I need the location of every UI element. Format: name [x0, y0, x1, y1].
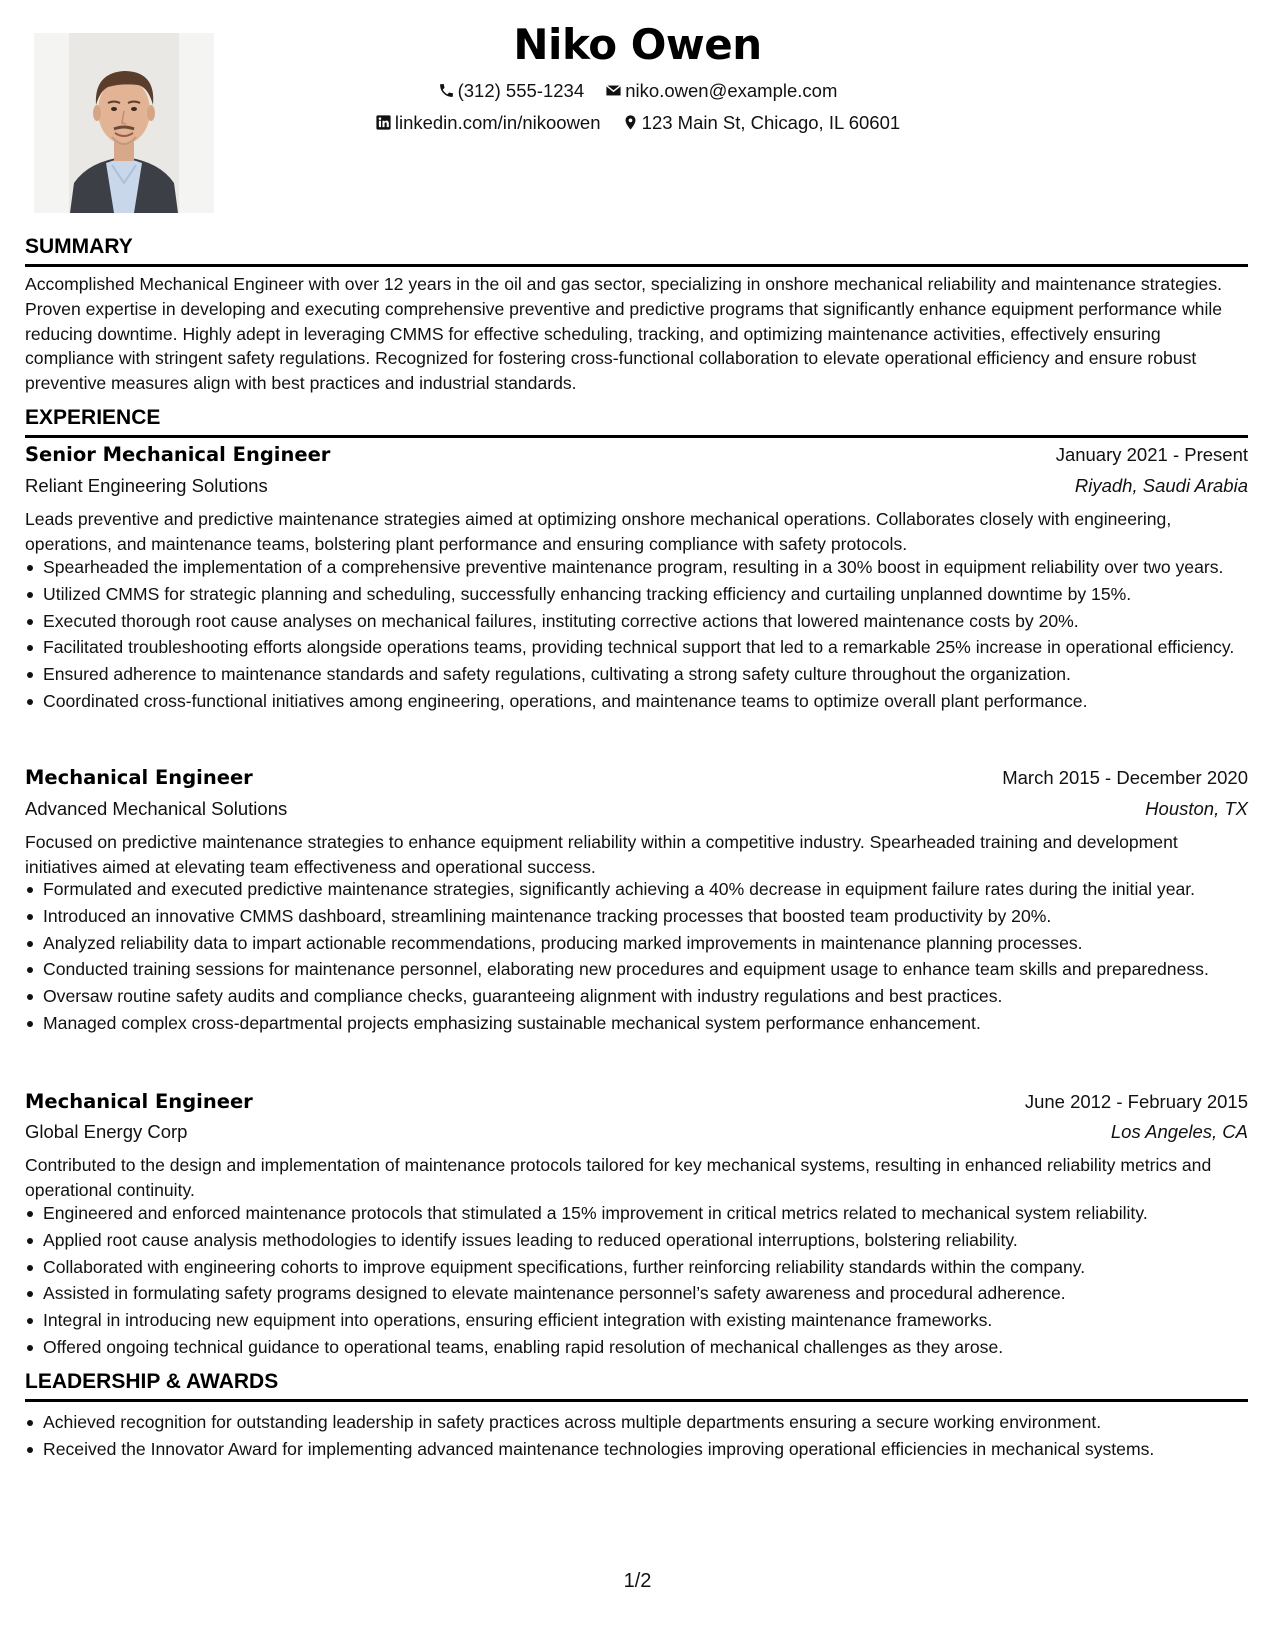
company-name: Advanced Mechanical Solutions: [25, 798, 288, 819]
list-item: Coordinated cross-functional initiatives among engineering, operations, and maintenance teams to optimize overall plant performance.: [25, 689, 1250, 714]
job-description: Leads preventive and predictive maintenance strategies aimed at optimizing onshore mechanical operations. Collaborates closely with engineering, operations, and maintenance teams, bolstering plant performance and ensuring compliance with safety protocols.: [25, 509, 1172, 554]
job-title: Mechanical Engineer: [25, 1090, 253, 1113]
linkedin-contact[interactable]: [375, 112, 601, 134]
job-description: Contributed to the design and implementation of maintenance protocols tailored for key mechanical systems, resulting in enhanced reliability metrics and operational continuity.: [25, 1155, 1212, 1200]
page-number: 1/2: [623, 1570, 652, 1592]
list-item: Engineered and enforced maintenance protocols that stimulated a 15% improvement in critical metrics related to mechanical system reliability.: [25, 1201, 1250, 1226]
job-title: Senior Mechanical Engineer: [25, 443, 331, 466]
job-dates: March 2015 - December 2020: [1002, 767, 1248, 788]
linkedin-text[interactable]: linkedin.com/in/nikoowen: [394, 112, 601, 133]
section-title-awards: LEADERSHIP & AWARDS: [25, 1370, 1248, 1402]
map-pin-icon: [622, 114, 639, 131]
list-item: Managed complex cross-departmental projects emphasizing sustainable mechanical system performance enhancement.: [25, 1011, 1250, 1036]
contact-line-2: [0, 112, 1275, 134]
contact-line-1: [0, 80, 1275, 102]
list-item: Utilized CMMS for strategic planning and scheduling, successfully enhancing tracking efficiency and curtailing unplanned downtime by 15%.: [25, 582, 1250, 607]
list-item: Collaborated with engineering cohorts to improve equipment specifications, further reinforcing reliability standards within the company.: [25, 1255, 1250, 1280]
section-title-experience: EXPERIENCE: [25, 406, 1248, 438]
address-text: 123 Main St, Chicago, IL 60601: [641, 112, 901, 133]
job-bullets: [25, 877, 1250, 1038]
list-item: Assisted in formulating safety programs designed to elevate maintenance personnel’s safety awareness and procedural adherence.: [25, 1281, 1250, 1306]
list-item: Received the Innovator Award for implementing advanced maintenance technologies improving operational efficiencies in mechanical systems.: [25, 1437, 1250, 1462]
address-contact: [622, 112, 901, 134]
job-dates: January 2021 - Present: [1055, 444, 1248, 465]
job-bullets: [25, 1201, 1250, 1362]
list-item: Executed thorough root cause analyses on mechanical failures, instituting corrective actions that lowered maintenance costs by 20%.: [25, 609, 1250, 634]
list-item: Applied root cause analysis methodologies to identify issues leading to reduced operational interruptions, bolstering reliability.: [25, 1228, 1250, 1253]
job-title: Mechanical Engineer: [25, 766, 253, 789]
list-item: Spearheaded the implementation of a comprehensive preventive maintenance program, resulting in a 30% boost in equipment reliability over two years.: [25, 555, 1250, 580]
company-name: Reliant Engineering Solutions: [25, 475, 268, 496]
list-item: Analyzed reliability data to impart actionable recommendations, producing marked improvements in maintenance planning processes.: [25, 931, 1250, 956]
phone-icon: [438, 82, 455, 99]
list-item: Offered ongoing technical guidance to operational teams, enabling rapid resolution of mechanical challenges as they arose.: [25, 1335, 1250, 1360]
list-item: Introduced an innovative CMMS dashboard, streamlining maintenance tracking processes that boosted team productivity by 20%.: [25, 904, 1250, 929]
phone-contact: [438, 80, 585, 102]
job-description: Focused on predictive maintenance strategies to enhance equipment reliability within a competitive industry. Spearheaded training and development initiatives aimed at elevating team effectiveness and operational success.: [25, 832, 1178, 877]
job-location: Riyadh, Saudi Arabia: [1074, 475, 1248, 496]
list-item: Formulated and executed predictive maintenance strategies, significantly achieving a 40% decrease in equipment failure rates during the initial year.: [25, 877, 1250, 902]
envelope-icon: [605, 82, 622, 99]
phone-text: (312) 555-1234: [457, 80, 585, 101]
linkedin-icon: [375, 114, 392, 131]
email-text[interactable]: niko.owen@example.com: [625, 80, 838, 101]
list-item: Conducted training sessions for maintenance personnel, elaborating new procedures and equipment usage to enhance team skills and preparedness.: [25, 957, 1250, 982]
list-item: Oversaw routine safety audits and compliance checks, guaranteeing alignment with industry regulations and best practices.: [25, 984, 1250, 1009]
company-name: Global Energy Corp: [25, 1121, 188, 1142]
email-contact[interactable]: [605, 80, 837, 102]
job-bullets: [25, 555, 1250, 716]
list-item: Integral in introducing new equipment into operations, ensuring efficient integration with existing maintenance frameworks.: [25, 1308, 1250, 1333]
candidate-name: Niko Owen: [513, 20, 762, 69]
list-item: Facilitated troubleshooting efforts alongside operations teams, providing technical support that led to a remarkable 25% increase in operational efficiency.: [25, 635, 1250, 660]
job-location: Los Angeles, CA: [1110, 1121, 1248, 1142]
list-item: Ensured adherence to maintenance standards and safety regulations, cultivating a strong safety culture throughout the organization.: [25, 662, 1250, 687]
summary-text: Accomplished Mechanical Engineer with over 12 years in the oil and gas sector, specializing in onshore mechanical reliability and maintenance strategies. Proven expertise in developing and executing comprehensive preventive and predictive programs that significantly enhance equipment performance while reducing downtime. Highly adept in leveraging CMMS for effective scheduling, tracking, and optimizing maintenance activities, effectively ensuring compliance with stringent safety regulations. Recognized for fostering cross-functional collaboration to elevate operational efficiency and ensure robust preventive measures align with best practices and industrial standards.: [25, 274, 1223, 394]
section-title-summary: SUMMARY: [25, 235, 1248, 267]
job-location: Houston, TX: [1145, 798, 1248, 819]
list-item: Achieved recognition for outstanding leadership in safety practices across multiple departments ensuring a secure working environment.: [25, 1410, 1250, 1435]
job-dates: June 2012 - February 2015: [1024, 1091, 1248, 1112]
awards-bullets: [25, 1410, 1250, 1464]
